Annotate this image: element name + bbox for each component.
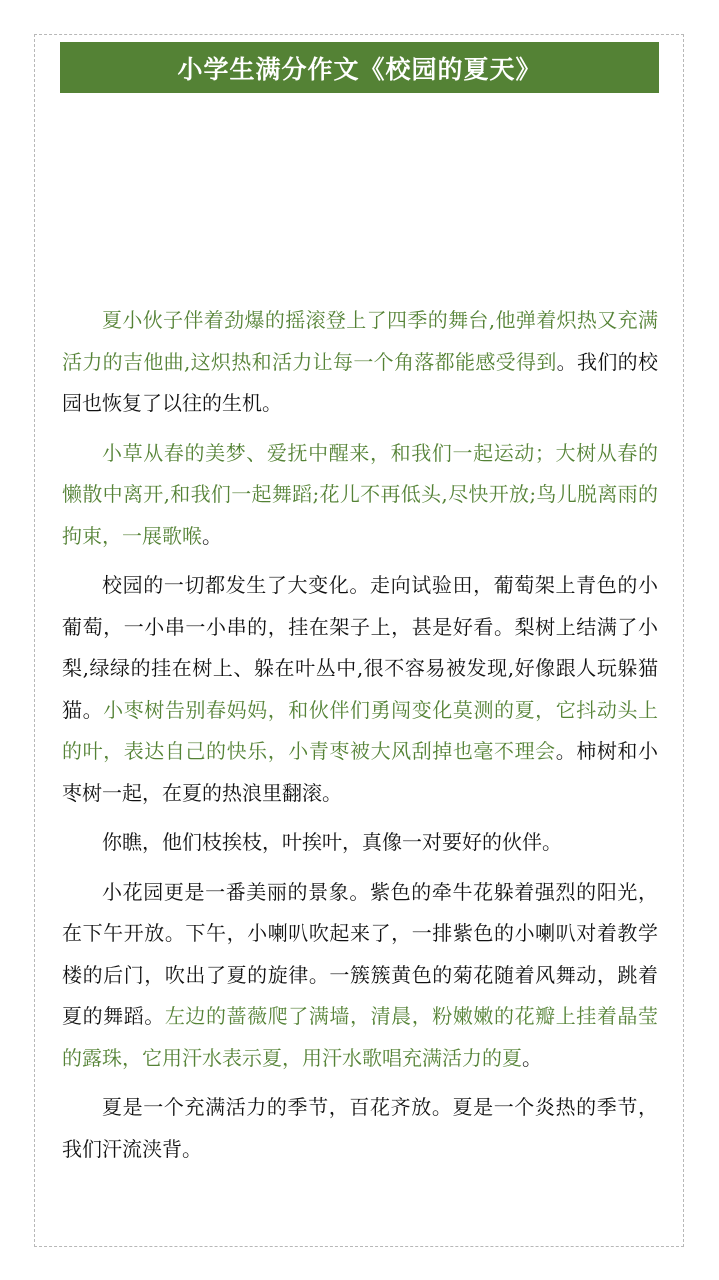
body-text: 。我们的校园也恢复了以往的生机。: [62, 349, 659, 415]
body-text: 。柿树和小枣树一起，在夏的热浪里翻滚。: [62, 739, 659, 805]
body-text: 校园的一切都发生了大变化。走向试验田，葡萄架上青色的小葡萄，一小串一小串的，挂在架子上，甚是好看。梨树上结满了小梨,绿绿的挂在树上、躲在叶丛中,很不容易被发现,好像跟人玩躲猫猫。: [62, 573, 658, 722]
body-text: 。: [522, 1045, 542, 1070]
highlight-text: 小枣树告别春妈妈，和伙伴们勇闯变化莫测的夏，它抖动头上的叶，表达自己的快乐，小青枣被大风刮掉也毫不理会: [62, 697, 659, 763]
paragraph-3: [62, 565, 658, 814]
highlight-text: 小草从春的美梦、爱抚中醒来，和我们一起运动；大树从春的懒散中离开,和我们一起舞蹈;花儿不再低头,尽快开放;鸟儿脱离雨的拘束，一展歌喉: [62, 440, 658, 548]
body-text: 夏是一个充满活力的季节，百花齐放。夏是一个炎热的季节，我们汗流浃背。: [62, 1095, 658, 1161]
body-text: 。: [202, 523, 222, 548]
paragraph-6: [62, 1087, 658, 1170]
body-text: 你瞧，他们枝挨枝，叶挨叶，真像一对要好的伙伴。: [102, 830, 562, 854]
body-text: 小花园更是一番美丽的景象。紫色的牵牛花躲着强烈的阳光，在下午开放。下午，小喇叭吹起来了，一排紫色的小喇叭对着教学楼的后门，吹出了夏的旋律。一簇簇黄色的菊花随着风舞动，跳着夏的舞蹈。: [62, 879, 658, 1028]
title-banner: [60, 42, 659, 93]
paragraph-1: [62, 300, 658, 425]
page-title: 小学生满分作文《校园的夏天》: [177, 54, 542, 84]
paragraph-5: [62, 872, 658, 1080]
highlight-text: 夏小伙子伴着劲爆的摇滚登上了四季的舞台,他弹着炽热又充满活力的吉他曲,这炽热和活力让每一个角落都能感受得到: [62, 308, 658, 374]
highlight-text: 左边的蔷薇爬了满墙，清晨，粉嫩嫩的花瓣上挂着晶莹的露珠，它用汗水表示夏，用汗水歌唱充满活力的夏: [62, 1004, 659, 1070]
paragraph-2: [62, 433, 658, 558]
paragraph-4: [62, 822, 658, 864]
essay-body: [62, 300, 658, 1178]
